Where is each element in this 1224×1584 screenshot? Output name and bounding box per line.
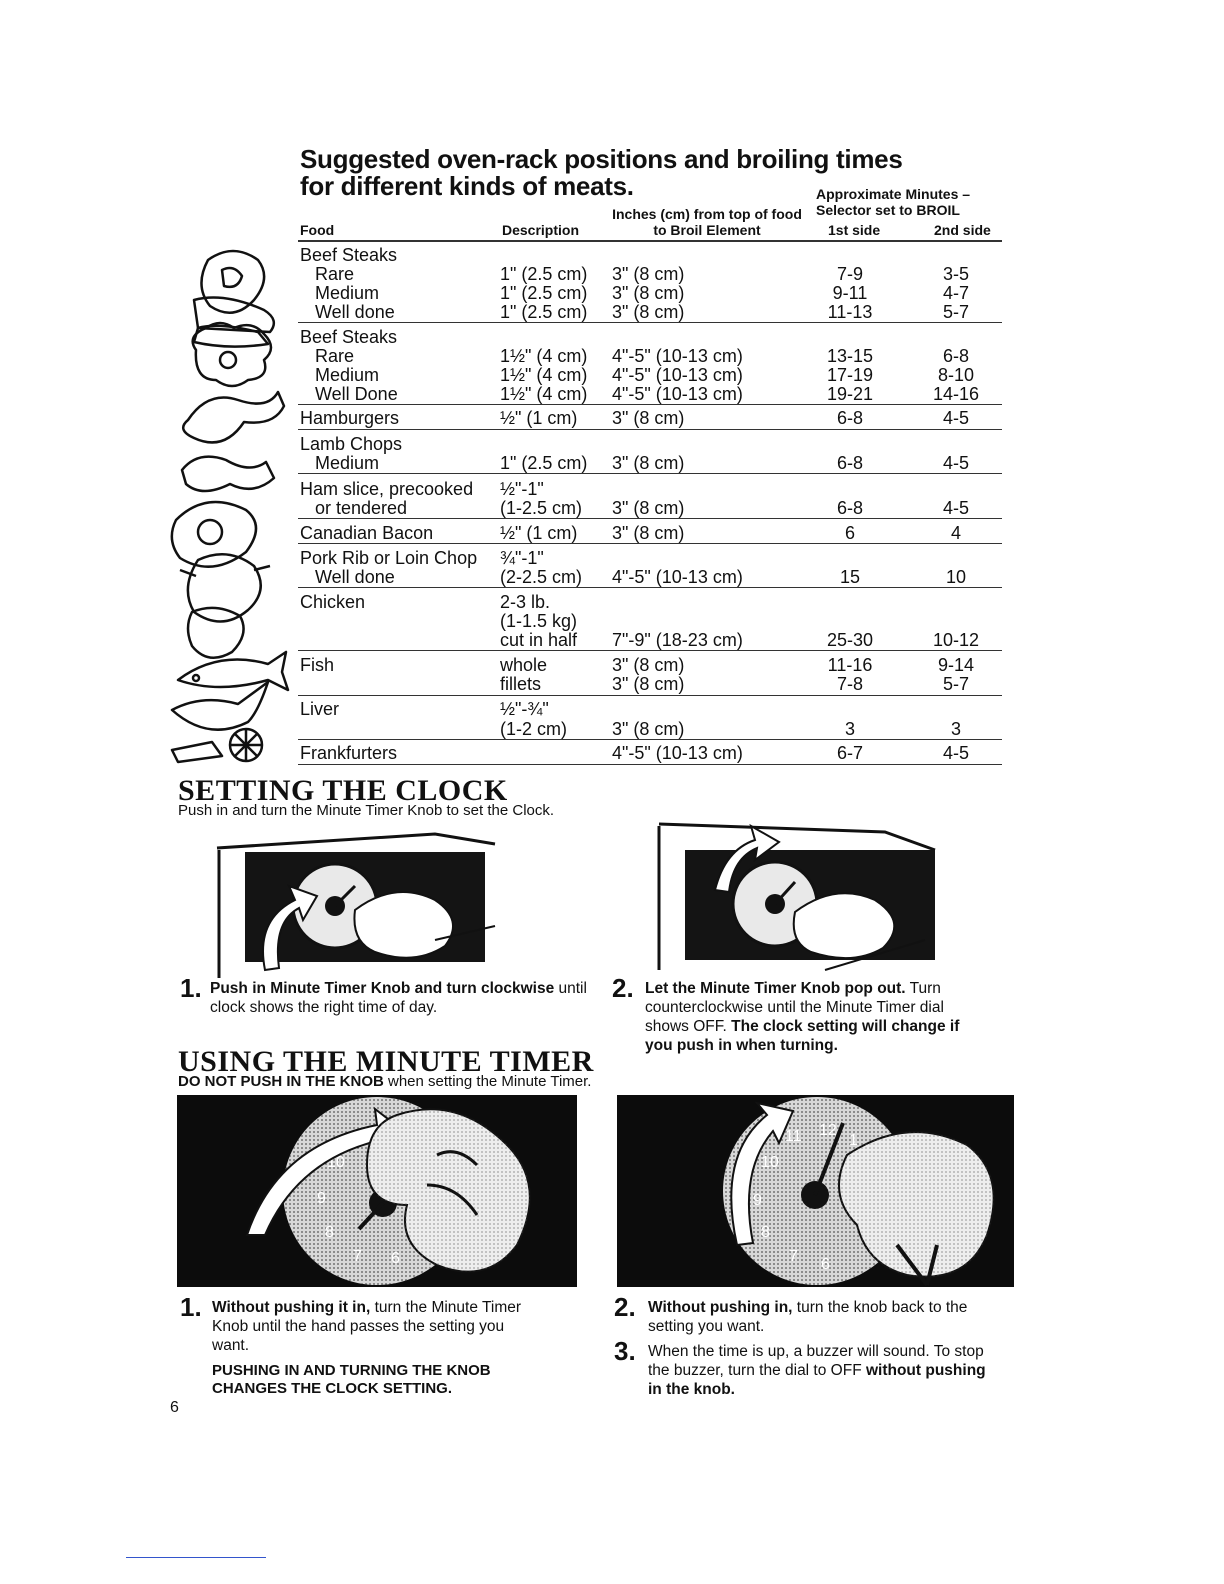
svg-text:9: 9 xyxy=(753,1192,762,1209)
table-cell-desc: fillets xyxy=(500,674,542,694)
table-cell-inches: 3" (8 cm) xyxy=(612,523,685,543)
table-cell-second: 3-5 xyxy=(942,264,969,284)
table-cell-first: 17-19 xyxy=(826,365,874,385)
table-cell-food: Medium xyxy=(300,453,380,473)
table-cell-inches: 3" (8 cm) xyxy=(612,453,685,473)
svg-text:6: 6 xyxy=(821,1256,830,1273)
svg-text:7: 7 xyxy=(353,1248,362,1265)
table-cell-desc: 1" (2.5 cm) xyxy=(500,453,588,473)
table-title: Suggested oven-rack positions and broiling times for different kinds of meats. xyxy=(300,144,903,201)
table-cell-second: 14-16 xyxy=(932,384,980,404)
table-cell-first: 6-7 xyxy=(836,743,863,763)
table-cell-food: Beef Steaks xyxy=(300,245,398,265)
timer-heading: USING THE MINUTE TIMER xyxy=(178,1045,594,1078)
table-cell-desc: (1-2.5 cm) xyxy=(500,498,583,518)
table-cell-inches: 3" (8 cm) xyxy=(612,283,685,303)
clock-push-turn-photo xyxy=(205,830,505,980)
table-cell-inches: 7"-9" (18-23 cm) xyxy=(612,630,743,650)
table-cell-food: Well Done xyxy=(300,384,398,404)
svg-text:8: 8 xyxy=(761,1224,770,1241)
table-cell-first: 25-30 xyxy=(826,630,874,650)
table-cell-food: Hamburgers xyxy=(300,408,400,428)
table-cell-desc: (1-2 cm) xyxy=(500,719,567,739)
table-cell-desc: whole xyxy=(500,655,548,675)
table-cell-second: 4-5 xyxy=(942,453,969,473)
svg-text:10: 10 xyxy=(761,1154,779,1171)
timer-step2-text: Without pushing in, turn the knob back to the setting you want. xyxy=(648,1299,968,1335)
footnote-rule xyxy=(126,1557,266,1558)
header-rule xyxy=(298,240,1002,242)
table-cell-inches: 3" (8 cm) xyxy=(612,655,685,675)
table-cell-second: 10 xyxy=(945,567,967,587)
svg-text:1: 1 xyxy=(849,1132,858,1149)
svg-text:9: 9 xyxy=(317,1190,326,1207)
svg-text:11: 11 xyxy=(785,1128,802,1145)
table-cell-second: 4 xyxy=(950,523,961,543)
table-cell-second: 4-7 xyxy=(942,283,969,303)
svg-text:10: 10 xyxy=(327,1154,345,1171)
table-cell-food: Ham slice, precooked xyxy=(300,479,474,499)
table-cell-food: Lamb Chops xyxy=(300,434,403,454)
row-rule xyxy=(298,518,1002,519)
header-food: Food xyxy=(300,222,335,238)
row-rule xyxy=(298,404,1002,405)
table-cell-first: 6 xyxy=(844,523,855,543)
table-cell-first: 13-15 xyxy=(826,346,874,366)
row-rule xyxy=(298,473,1002,474)
table-cell-food: Beef Steaks xyxy=(300,327,398,347)
table-cell-second: 3 xyxy=(950,719,961,739)
table-cell-desc: 1" (2.5 cm) xyxy=(500,264,588,284)
timer-step1-text: Without pushing it in, turn the Minute Timer Knob until the hand passes the setting you want. xyxy=(212,1299,522,1354)
table-cell-first: 6-8 xyxy=(836,453,863,473)
table-cell-food: Canadian Bacon xyxy=(300,523,434,543)
table-cell-second: 5-7 xyxy=(942,302,969,322)
row-rule xyxy=(298,587,1002,588)
clock-step2-number: 2. xyxy=(612,973,634,1003)
table-cell-desc: ½" (1 cm) xyxy=(500,408,578,428)
table-cell-inches: 4"-5" (10-13 cm) xyxy=(612,743,743,763)
table-cell-second: 6-8 xyxy=(942,346,969,366)
table-cell-food: or tendered xyxy=(300,498,408,518)
table-cell-first: 7-8 xyxy=(836,674,863,694)
table-cell-desc: cut in half xyxy=(500,630,578,650)
header-inches: Inches (cm) from top of food to Broil Element xyxy=(612,206,802,238)
timer-turn-photo xyxy=(177,1095,577,1287)
table-cell-desc: 1½" (4 cm) xyxy=(500,346,588,366)
table-cell-inches: 4"-5" (10-13 cm) xyxy=(612,365,743,385)
table-cell-desc: (2-2.5 cm) xyxy=(500,567,583,587)
row-rule xyxy=(298,764,1002,765)
clock-pop-out-photo xyxy=(655,820,945,980)
table-cell-desc: ¾"-1" xyxy=(500,548,544,568)
header-first-side: 1st side xyxy=(828,222,881,238)
table-cell-food: Liver xyxy=(300,699,340,719)
table-cell-food: Chicken xyxy=(300,592,366,612)
table-cell-inches: 3" (8 cm) xyxy=(612,264,685,284)
table-cell-inches: 3" (8 cm) xyxy=(612,302,685,322)
clock-step2-text: Let the Minute Timer Knob pop out. Turn counterclockwise until the Minute Timer dial shows OFF. The clock setting will change if you push in when turning. xyxy=(645,980,960,1054)
svg-text:8: 8 xyxy=(325,1224,334,1241)
table-cell-inches: 4"-5" (10-13 cm) xyxy=(612,346,743,366)
timer-step1-warning: PUSHING IN AND TURNING THE KNOB CHANGES THE CLOCK SETTING. xyxy=(212,1362,491,1397)
table-cell-desc: (1-1.5 kg) xyxy=(500,611,578,631)
svg-text:7: 7 xyxy=(789,1248,798,1265)
table-cell-desc: 1½" (4 cm) xyxy=(500,384,588,404)
row-rule xyxy=(298,429,1002,430)
timer-step2-number: 2. xyxy=(614,1292,636,1322)
table-cell-food: Pork Rib or Loin Chop xyxy=(300,548,478,568)
table-cell-first: 15 xyxy=(839,567,861,587)
svg-text:12: 12 xyxy=(819,1122,837,1139)
table-cell-desc: ½"-1" xyxy=(500,479,544,499)
row-rule xyxy=(298,650,1002,651)
table-cell-desc: 1" (2.5 cm) xyxy=(500,283,588,303)
page-number: 6 xyxy=(170,1399,179,1416)
table-cell-food: Fish xyxy=(300,655,335,675)
clock-step1-number: 1. xyxy=(180,973,202,1003)
timer-intro: DO NOT PUSH IN THE KNOB when setting the Minute Timer. xyxy=(178,1073,592,1090)
table-cell-second: 5-7 xyxy=(942,674,969,694)
table-cell-first: 3 xyxy=(844,719,855,739)
table-cell-first: 11-16 xyxy=(827,655,873,675)
table-cell-first: 6-8 xyxy=(836,498,863,518)
table-cell-desc: 2-3 lb. xyxy=(500,592,551,612)
header-description: Description xyxy=(502,222,580,238)
table-cell-desc: ½" (1 cm) xyxy=(500,523,578,543)
table-cell-second: 4-5 xyxy=(942,498,969,518)
header-approx: Approximate Minutes – Selector set to BROIL xyxy=(816,186,971,218)
row-rule xyxy=(298,322,1002,323)
table-cell-food: Well done xyxy=(300,302,395,322)
row-rule xyxy=(298,695,1002,696)
row-rule xyxy=(298,543,1002,544)
table-cell-first: 19-21 xyxy=(826,384,874,404)
table-cell-food: Well done xyxy=(300,567,395,587)
table-cell-food: Medium xyxy=(300,283,380,303)
svg-text:6: 6 xyxy=(391,1250,400,1267)
timer-back-photo xyxy=(617,1095,1014,1287)
table-cell-food: Medium xyxy=(300,365,380,385)
table-cell-desc: ½"-¾" xyxy=(500,699,549,719)
table-cell-inches: 3" (8 cm) xyxy=(612,719,685,739)
table-cell-food: Frankfurters xyxy=(300,743,398,763)
table-cell-second: 8-10 xyxy=(937,365,975,385)
clock-intro: Push in and turn the Minute Timer Knob to set the Clock. xyxy=(178,802,555,819)
table-cell-first: 11-13 xyxy=(827,302,873,322)
table-cell-second: 4-5 xyxy=(942,743,969,763)
table-cell-food: Rare xyxy=(300,346,355,366)
row-rule xyxy=(298,739,1002,740)
timer-step3-number: 3. xyxy=(614,1336,636,1366)
table-cell-second: 10-12 xyxy=(932,630,980,650)
table-cell-first: 9-11 xyxy=(832,283,868,303)
table-cell-desc: 1" (2.5 cm) xyxy=(500,302,588,322)
timer-step1-number: 1. xyxy=(180,1292,202,1322)
table-cell-inches: 3" (8 cm) xyxy=(612,674,685,694)
table-cell-inches: 4"-5" (10-13 cm) xyxy=(612,567,743,587)
table-cell-second: 9-14 xyxy=(937,655,975,675)
timer-step3-text: When the time is up, a buzzer will sound. To stop the buzzer, turn the dial to OFF without pushing in the knob. xyxy=(648,1343,986,1398)
table-cell-food: Rare xyxy=(300,264,355,284)
clock-step1-text: Push in Minute Timer Knob and turn clockwise until clock shows the right time of day. xyxy=(210,980,587,1016)
table-cell-first: 6-8 xyxy=(836,408,863,428)
header-second-side: 2nd side xyxy=(934,222,991,238)
table-cell-desc: 1½" (4 cm) xyxy=(500,365,588,385)
table-cell-second: 4-5 xyxy=(942,408,969,428)
table-cell-inches: 3" (8 cm) xyxy=(612,498,685,518)
meats-illustration xyxy=(168,240,296,765)
clock-heading: SETTING THE CLOCK xyxy=(178,774,508,807)
table-cell-first: 7-9 xyxy=(836,264,863,284)
table-cell-inches: 3" (8 cm) xyxy=(612,408,685,428)
table-cell-inches: 4"-5" (10-13 cm) xyxy=(612,384,743,404)
